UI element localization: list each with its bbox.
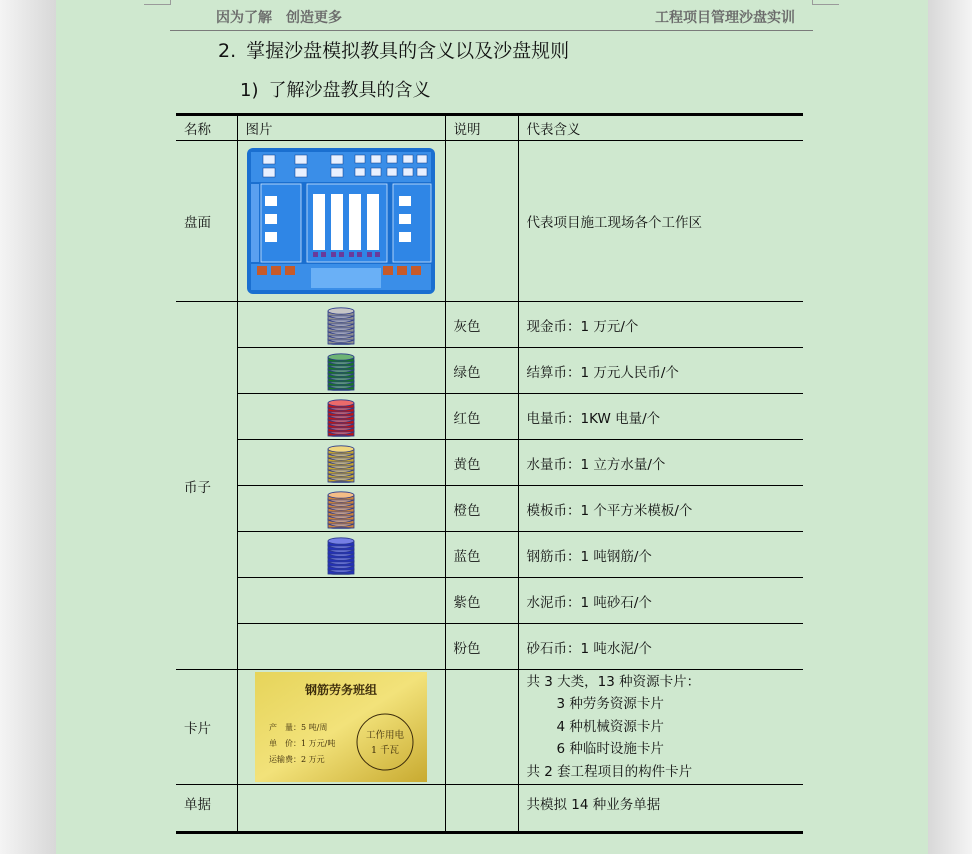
coin-image-cell <box>237 624 445 670</box>
table-row-coin <box>176 578 803 624</box>
coin-color: 紫色 <box>445 578 518 624</box>
document-page <box>56 0 928 854</box>
table-header-row <box>176 115 803 141</box>
table-row-coin <box>176 302 803 348</box>
table-row-coin <box>176 348 803 394</box>
table-row-receipt <box>176 785 803 833</box>
coin-image-cell <box>237 578 445 624</box>
receipt-meaning: 共模拟 14 种业务单据 <box>518 785 803 833</box>
coin-color: 粉色 <box>445 624 518 670</box>
table-row-board <box>176 141 803 302</box>
coin-image-cell <box>237 348 445 394</box>
coin-stack-icon <box>326 443 356 483</box>
coin-image-cell <box>237 486 445 532</box>
coin-image-cell <box>237 302 445 348</box>
page-header <box>170 0 813 31</box>
board-note <box>445 141 518 302</box>
coin-stack-icon <box>326 351 356 391</box>
coin-color: 红色 <box>445 394 518 440</box>
table-row-coin <box>176 486 803 532</box>
table-row-coin <box>176 440 803 486</box>
left-gutter <box>0 0 56 854</box>
section-title: 掌握沙盘模拟教具的含义以及沙盘规则 <box>246 40 570 62</box>
sandbox-board-image <box>247 148 435 294</box>
card-meaning-line: 6 种临时设施卡片 <box>556 741 664 758</box>
card-note <box>445 670 518 785</box>
card-image-cell <box>237 670 445 785</box>
coin-stack-icon <box>326 305 356 345</box>
receipt-name: 单据 <box>176 785 237 833</box>
board-meaning: 代表项目施工现场各个工作区 <box>518 141 803 302</box>
coin-slot <box>246 535 437 575</box>
coin-meaning: 钢筋币：1 吨钢筋/个 <box>518 532 803 578</box>
header-course-title: 工程项目管理沙盘实训 <box>655 10 795 26</box>
coin-color: 黄色 <box>445 440 518 486</box>
table-row-coin <box>176 394 803 440</box>
coin-meaning: 模板币：1 个平方米模板/个 <box>518 486 803 532</box>
coin-stack-icon <box>326 489 356 529</box>
coin-stack-icon <box>326 535 356 575</box>
board-image-cell <box>237 141 445 302</box>
header-cell-meaning: 代表含义 <box>518 115 803 141</box>
coin-slot <box>246 305 437 345</box>
coin-stack-icon <box>326 397 356 437</box>
crop-mark-left <box>144 0 171 5</box>
coin-color: 橙色 <box>445 486 518 532</box>
coin-image-cell <box>237 440 445 486</box>
section-heading <box>218 36 569 63</box>
coin-meaning: 电量币：1KW 电量/个 <box>518 394 803 440</box>
header-cell-image: 图片 <box>237 115 445 141</box>
subsection-heading <box>240 76 430 102</box>
table-row-coin <box>176 532 803 578</box>
header-cell-note: 说明 <box>445 115 518 141</box>
card-circle-top: 工作用电 <box>365 730 405 741</box>
card-circle-bottom: 1 千瓦 <box>370 745 400 756</box>
card-line-freight: 运输费：2 万元 <box>269 755 325 764</box>
coin-meaning: 结算币：1 万元人民币/个 <box>518 348 803 394</box>
card-meaning-line: 4 种机械资源卡片 <box>556 718 664 735</box>
card-meaning <box>518 670 803 785</box>
card-title: 钢筋劳务班组 <box>304 683 378 697</box>
coin-meaning: 砂石币：1 吨水泥/个 <box>518 624 803 670</box>
board-name: 盘面 <box>176 141 237 302</box>
coin-image-cell <box>237 394 445 440</box>
crop-mark-right <box>812 0 839 5</box>
card-meaning-line: 3 种劳务资源卡片 <box>556 696 664 713</box>
card-line-output: 产 量：5 吨/周 <box>269 723 328 732</box>
header-slogan: 因为了解 创造更多 <box>216 10 342 26</box>
coin-meaning: 水泥币：1 吨砂石/个 <box>518 578 803 624</box>
receipt-image-cell <box>237 785 445 833</box>
coin-color: 灰色 <box>445 302 518 348</box>
coins-name: 币子 <box>176 302 237 670</box>
card-meaning-line: 共 2 套工程项目的构件卡片 <box>526 763 693 780</box>
coin-color: 绿色 <box>445 348 518 394</box>
subsection-title: 了解沙盘教具的含义 <box>268 80 431 101</box>
header-cell-name: 名称 <box>176 115 237 141</box>
coin-slot <box>246 397 437 437</box>
coin-meaning: 现金币：1 万元/个 <box>518 302 803 348</box>
table-row-card <box>176 670 803 785</box>
table-row-coin <box>176 624 803 670</box>
receipt-note <box>445 785 518 833</box>
subsection-number: 1) <box>240 80 259 101</box>
resource-card-image <box>255 672 427 782</box>
right-gutter <box>928 0 972 854</box>
coin-image-cell <box>237 532 445 578</box>
section-number: 2. <box>218 40 237 62</box>
card-name: 卡片 <box>176 670 237 785</box>
teaching-aids-table <box>176 113 803 834</box>
coin-slot <box>246 489 437 529</box>
card-meaning-line: 共 3 大类，13 种资源卡片： <box>526 673 701 690</box>
card-line-price: 单 价：1 万元/吨 <box>269 739 336 748</box>
coin-color: 蓝色 <box>445 532 518 578</box>
coin-meaning: 水量币：1 立方水量/个 <box>518 440 803 486</box>
coin-slot <box>246 351 437 391</box>
coin-slot <box>246 443 437 483</box>
